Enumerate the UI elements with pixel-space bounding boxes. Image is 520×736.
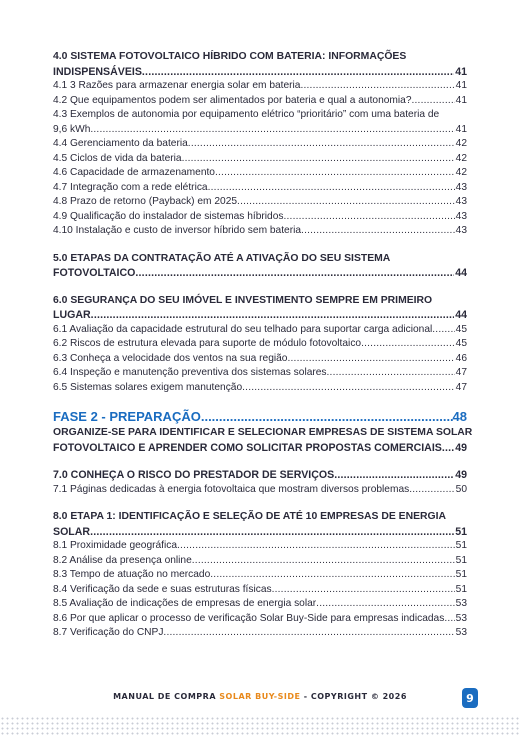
page-number: 44 <box>455 309 467 321</box>
toc-heading-entry[interactable]: FOTOVOLTAICO ..... 44 <box>53 266 467 281</box>
page-number: 41 <box>455 123 467 135</box>
page-number: 42 <box>455 167 467 178</box>
page-number: 44 <box>455 267 467 279</box>
toc-heading-entry[interactable]: LUGAR ..... 44 <box>53 308 467 323</box>
toc-heading-entry[interactable]: 7.0 CONHEÇA O RISCO DO PRESTADOR DE SERVIÇOS ..... 49 <box>53 468 467 483</box>
toc-section-7 <box>53 468 467 497</box>
toc-entry[interactable]: 4.10 Instalação e custo de inversor híbrido sem bateria ..... 43 <box>53 224 467 239</box>
toc-entry[interactable]: 6.1 Avaliação da capacidade estrutural do seu telhado para suportar carga adicional ..... 45 <box>53 323 467 338</box>
toc-entry-line: 4.3 Exemplos de autonomia por equipamento elétrico “prioritário” com uma bateria de <box>53 109 440 120</box>
page-number: 53 <box>455 612 467 624</box>
toc-entry[interactable]: 4.5 Ciclos de vida da bateria ..... 42 <box>53 152 467 167</box>
toc-entry[interactable]: 6.2 Riscos de estrutura elevada para suporte de módulo fotovoltaico ..... 45 <box>53 337 467 352</box>
page-number: 43 <box>455 181 467 193</box>
page-number: 53 <box>455 598 467 609</box>
phase-subtitle-entry[interactable]: FOTOVOLTAICO E APRENDER COMO SOLICITAR PROPOSTAS COMERCIAIS ..... 49 <box>53 441 467 456</box>
toc-entry[interactable]: 4.2 Que equipamentos podem ser alimentados por bateria e qual a autonomia? ..... 41 <box>53 94 467 109</box>
toc-heading-entry[interactable]: SOLAR ..... 51 <box>53 525 467 540</box>
page-number: 41 <box>455 80 467 91</box>
footer-prefix: MANUAL DE COMPRA <box>113 692 220 701</box>
page-number-badge: 9 <box>462 688 478 708</box>
page-number: 47 <box>455 367 467 378</box>
page-number: 51 <box>455 554 467 566</box>
page-number: 43 <box>455 196 467 207</box>
phase-subtitle-line: ORGANIZE-SE PARA IDENTIFICAR E SELECIONAR EMPRESAS DE SISTEMA SOLAR <box>53 427 473 438</box>
footer-suffix: - COPYRIGHT © 2026 <box>300 692 407 701</box>
page-number: 53 <box>455 627 467 638</box>
toc-section-5 <box>53 252 467 281</box>
toc-phase-2 <box>53 408 473 455</box>
toc-heading-entry[interactable]: INDISPENSÁVEIS ..... 41 <box>53 65 467 80</box>
page-number: 49 <box>455 469 467 481</box>
toc-entry[interactable]: 8.6 Por que aplicar o processo de verificação Solar Buy-Side para empresas indicadas ..... 53 <box>53 612 467 627</box>
toc-entry[interactable]: 4.6 Capacidade de armazenamento ..... 42 <box>53 166 467 181</box>
page-number: 49 <box>455 441 467 454</box>
page-number: 43 <box>455 225 467 236</box>
page-number: 51 <box>455 525 467 538</box>
toc-entry[interactable]: 4.8 Prazo de retorno (Payback) em 2025 ..... 43 <box>53 195 467 210</box>
page-number: 45 <box>455 338 467 349</box>
toc-section-4 <box>53 50 467 239</box>
toc-entry[interactable]: 6.5 Sistemas solares exigem manutenção ..... 47 <box>53 381 467 396</box>
toc-heading-line: 4.0 SISTEMA FOTOVOLTAICO HÍBRIDO COM BATERIA: INFORMAÇÕES <box>53 51 407 62</box>
page-number: 41 <box>455 65 467 78</box>
toc-heading-line: 6.0 SEGURANÇA DO SEU IMÓVEL E INVESTIMENTO SEMPRE EM PRIMEIRO <box>53 294 433 306</box>
page-number: 48 <box>452 409 467 424</box>
toc-heading-line: 5.0 ETAPAS DA CONTRATAÇÃO ATÉ A ATIVAÇÃO DO SEU SISTEMA <box>53 252 391 264</box>
page-number: 51 <box>455 583 467 595</box>
decorative-dot-pattern <box>0 716 520 736</box>
toc-entry[interactable]: 4.9 Qualificação do instalador de sistemas híbridos ..... 43 <box>53 210 467 225</box>
footer-brand: SOLAR BUY-SIDE <box>219 692 301 701</box>
toc-entry[interactable]: 6.3 Conheça a velocidade dos ventos na sua região ..... 46 <box>53 352 467 367</box>
page-number: 42 <box>455 138 467 149</box>
page-number: 51 <box>455 569 467 580</box>
toc-entry[interactable]: 4.7 Integração com a rede elétrica ..... 43 <box>53 181 467 196</box>
toc-entry[interactable]: 4.1 3 Razões para armazenar energia solar em bateria ..... 41 <box>53 79 467 94</box>
page-number: 43 <box>455 210 467 222</box>
toc-entry[interactable]: 4.4 Gerenciamento da bateria ..... 42 <box>53 137 467 152</box>
page-number: 50 <box>455 483 467 495</box>
toc-entry[interactable]: 6.4 Inspeção e manutenção preventiva dos sistemas solares ..... 47 <box>53 366 467 381</box>
toc-entry[interactable]: 8.4 Verificação da sede e suas estruturas físicas ..... 51 <box>53 583 467 598</box>
toc-heading-line: 8.0 ETAPA 1: IDENTIFICAÇÃO E SELEÇÃO DE ATÉ 10 EMPRESAS DE ENERGIA <box>53 511 446 522</box>
phase-title-entry[interactable]: FASE 2 - PREPARAÇÃO ..... 48 <box>53 408 467 426</box>
toc-entry[interactable]: 8.5 Avaliação de indicações de empresas de energia solar ..... 53 <box>53 597 467 612</box>
page-footer <box>0 692 520 701</box>
page-number: 41 <box>455 94 467 106</box>
page-number: 46 <box>455 352 467 364</box>
table-of-contents <box>53 50 473 654</box>
toc-entry[interactable]: 8.7 Verificação do CNPJ ..... 53 <box>53 626 467 641</box>
page-number: 51 <box>455 540 467 551</box>
toc-entry[interactable]: 8.2 Análise da presença online ..... 51 <box>53 554 467 569</box>
toc-section-6 <box>53 294 467 396</box>
toc-entry[interactable]: 9,6 kWh ..... 41 <box>53 123 467 138</box>
toc-entry[interactable]: 7.1 Páginas dedicadas à energia fotovoltaica que mostram diversos problemas ..... 50 <box>53 483 467 498</box>
toc-entry[interactable]: 8.3 Tempo de atuação no mercado ..... 51 <box>53 568 467 583</box>
toc-entry[interactable]: 8.1 Proximidade geográfica ..... 51 <box>53 539 467 554</box>
toc-section-8 <box>53 510 467 641</box>
page-number: 45 <box>455 323 467 335</box>
page-number: 42 <box>455 152 467 164</box>
page-number: 47 <box>455 381 467 393</box>
